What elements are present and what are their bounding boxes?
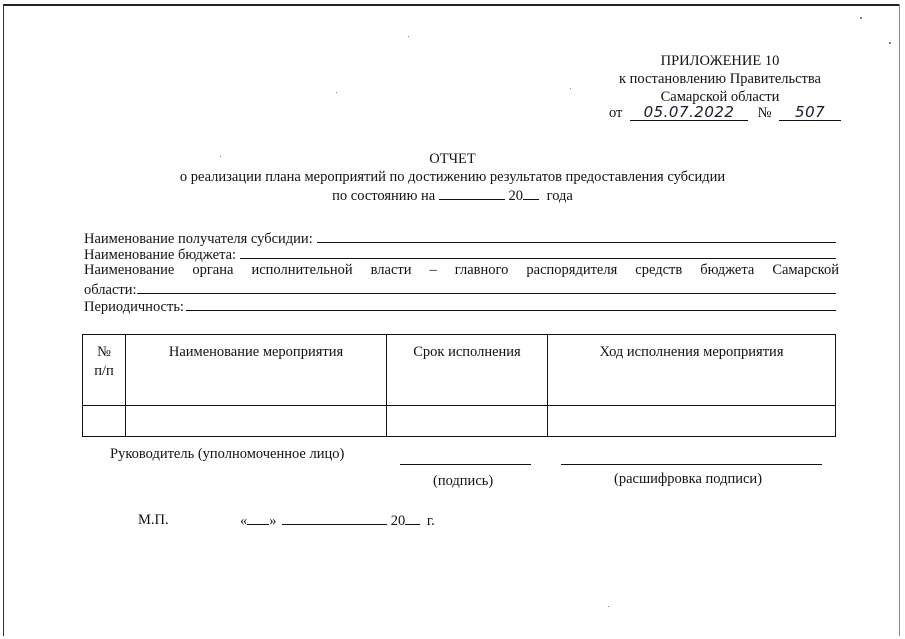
decree-reference: [609, 103, 841, 123]
year-suffix: г.: [426, 513, 435, 529]
scan-speck: [570, 88, 571, 89]
events-table: [82, 334, 836, 437]
scan-speck: [408, 36, 409, 37]
table-cell[interactable]: [548, 406, 836, 437]
month-blank[interactable]: [282, 511, 387, 525]
scan-speck: [889, 42, 891, 44]
header-num: [83, 335, 126, 406]
as-of-year-prefix: 20: [508, 188, 523, 204]
header-num-line2: п/п: [94, 363, 114, 379]
header-event: Наименование мероприятия: [126, 335, 387, 406]
head-label: Руководитель (уполномоченное лицо): [110, 446, 345, 462]
table-header-row: [83, 335, 836, 406]
authority-label-cont: области:: [84, 282, 137, 298]
scan-speck: [860, 17, 862, 19]
scan-border-top: [3, 4, 900, 6]
report-title-block: [80, 150, 825, 205]
decree-from-label: от: [609, 105, 623, 121]
appendix-header: [600, 52, 840, 106]
signature-decode-line[interactable]: [561, 464, 822, 465]
decree-date: 05.07.2022: [630, 104, 748, 121]
year-blank[interactable]: [405, 511, 420, 525]
signature-decode-caption: (расшифровка подписи): [614, 471, 763, 487]
as-of-year-blank: [523, 186, 539, 200]
authority-word: –: [429, 262, 437, 278]
scan-speck: [608, 606, 609, 607]
report-as-of: [80, 186, 825, 205]
authority-word: распорядителя: [526, 262, 618, 278]
as-of-date-blank: [439, 186, 505, 200]
year-prefix: 20: [390, 513, 406, 529]
signature-date: [240, 511, 435, 530]
authority-label-line: [84, 261, 839, 279]
decree-number-label: №: [757, 105, 772, 121]
report-title: ОТЧЕТ: [429, 151, 476, 167]
authority-word: исполнительной: [251, 262, 353, 278]
signature-line[interactable]: [400, 464, 531, 465]
decree-number: 507: [779, 104, 841, 121]
report-subtitle: о реализации плана мероприятий по достижению результатов предоставления субсидии: [179, 169, 726, 185]
budget-label: Наименование бюджета:: [84, 247, 237, 263]
authority-word: бюджета: [700, 262, 755, 278]
authority-word: Самарской: [772, 262, 839, 278]
recipient-label: Наименование получателя субсидии:: [84, 231, 313, 247]
table-row: [83, 406, 836, 437]
table-cell[interactable]: [387, 406, 548, 437]
authority-word: средств: [635, 262, 683, 278]
stamp-label: М.П.: [138, 512, 169, 528]
recipient-blank[interactable]: [317, 230, 836, 243]
signature-caption: (подпись): [433, 473, 494, 489]
authority-word: власти: [370, 262, 412, 278]
authority-word: Наименование: [84, 262, 175, 278]
day-blank[interactable]: [247, 511, 269, 525]
quote-open: «: [240, 513, 248, 529]
appendix-line-region: Самарской области: [660, 89, 780, 105]
periodicity-label: Периодичность:: [84, 299, 184, 315]
as-of-year-suffix: года: [546, 188, 573, 204]
scan-border-left: [3, 4, 4, 636]
header-deadline: Срок исполнения: [387, 335, 548, 406]
scan-border-right: [899, 4, 900, 636]
authority-word: органа: [192, 262, 234, 278]
as-of-prefix: по состоянию на: [332, 188, 436, 204]
table-cell[interactable]: [83, 406, 126, 437]
budget-blank[interactable]: [240, 246, 836, 259]
scan-speck: [336, 92, 337, 93]
quote-close: »: [269, 513, 277, 529]
authority-field: [84, 281, 836, 299]
header-progress: Ход исполнения мероприятия: [548, 335, 836, 406]
table-cell[interactable]: [126, 406, 387, 437]
authority-word: главного: [454, 262, 509, 278]
appendix-title: ПРИЛОЖЕНИЕ 10: [660, 53, 780, 69]
authority-blank[interactable]: [137, 281, 837, 294]
periodicity-field: [84, 298, 836, 316]
appendix-line-decree: к постановлению Правительства: [619, 71, 821, 87]
periodicity-blank[interactable]: [186, 298, 836, 311]
header-num-line1: №: [97, 344, 111, 360]
